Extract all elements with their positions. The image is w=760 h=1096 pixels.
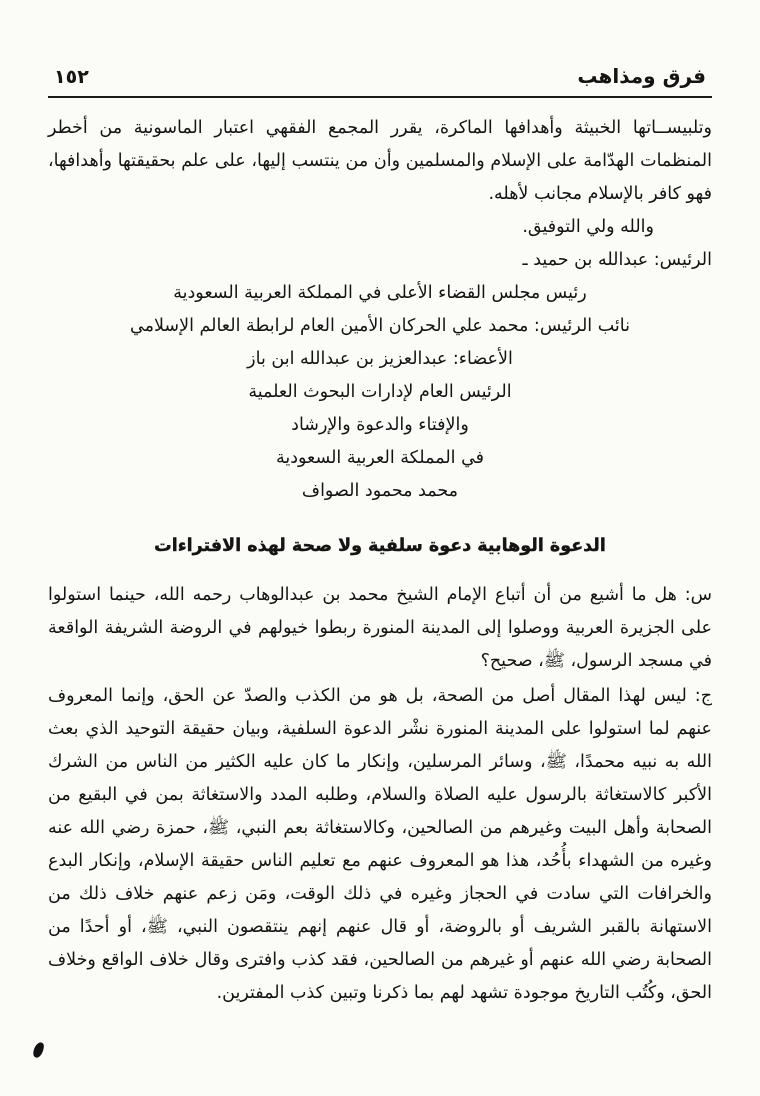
signatory-line: محمد محمود الصواف [301,481,459,501]
signatory-line: رئيس مجلس القضاء الأعلى في المملكة العربية السعودية [173,283,587,303]
closing-invocation: والله ولي التوفيق. [522,217,654,237]
president-line: الرئيس: عبدالله بن حميد ـ [522,250,712,270]
answer-paragraph: ج: ليس لهذا المقال أصل من الصحة، بل هو من الكذب والصدّ عن الحق، وإنما المعروف عنهم لما استولوا على المدينة المنورة نشْر الدعوة السلفية، وبيان حقيقة التوحيد الذي بعث الله به نبيه محمدًا، ﷺ، وسائر المرسلين، وإنكار ما كان عليه الكثير من الناس من الشرك الأكبر كالاستغاثة بالرسول عليه الصلاة والسلام، وطلبه المدد والاستغاثة بمن في البقيع من الصحابة وأهل البيت وغيرهم من الصالحين، وكالاستغاثة بعم النبي، ﷺ، حمزة رضي الله عنه وغيره من الشهداء بأُحُد، هذا هو المعروف عنهم مع تعليم الناس حقيقة الإسلام، وإنكار البدع والخرافات التي سادت في الحجاز وغيره في ذلك الوقت، ومَن زعم عنهم خلاف ذلك من الاستهانة بالقبر الشريف أو بالروضة، أو قال عنهم إنهم ينتقصون النبي، ﷺ، أو أحدًا من الصحابة رضي الله عنهم أو غيرهم من الصالحين، فقد كذب وافترى وقال خلاف الواقع وخلاف الحق، وكُتُب التاريخ موجودة تشهد لهم بما ذكرنا وتبين كذب المفترين. [48,686,712,1003]
section-heading: الدعوة الوهابية دعوة سلفية ولا صحة لهذه الافتراءات [154,536,606,556]
header-rule [48,96,712,98]
scan-artifact [32,1041,46,1059]
intro-paragraph: وتلبيســاتها الخبيثة وأهدافها الماكرة، يقرر المجمع الفقهي اعتبار الماسونية من أخطر المنظمات الهدّامة على الإسلام والمسلمين وأن من ينتسب إليها، على علم بحقيقتها وأهدافها، فهو كافر بالإسلام مجانب لأهله. [48,118,712,204]
page-header [48,64,712,94]
book-title: فرق ومذاهب [577,64,706,88]
page-body [48,112,712,1010]
page-number: ١٥٢ [54,66,89,88]
signatory-line: الأعضاء: عبدالعزيز بن عبدالله ابن باز [247,349,513,369]
signatory-line: الرئيس العام لإدارات البحوث العلمية [248,382,512,402]
signatory-line: والإفتاء والدعوة والإرشاد [291,415,469,435]
signatory-line: في المملكة العربية السعودية [275,448,485,468]
signatory-line: نائب الرئيس: محمد علي الحركان الأمين العام لرابطة العالم الإسلامي [130,316,630,336]
question-paragraph: س: هل ما أشيع من أن أتباع الإمام الشيخ محمد بن عبدالوهاب رحمه الله، حينما استولوا على الجزيرة العربية ووصلوا إلى المدينة المنورة ربطوا خيولهم في الروضة الشريفة الواقعة في مسجد الرسول، ﷺ، صحيح؟ [48,585,712,671]
